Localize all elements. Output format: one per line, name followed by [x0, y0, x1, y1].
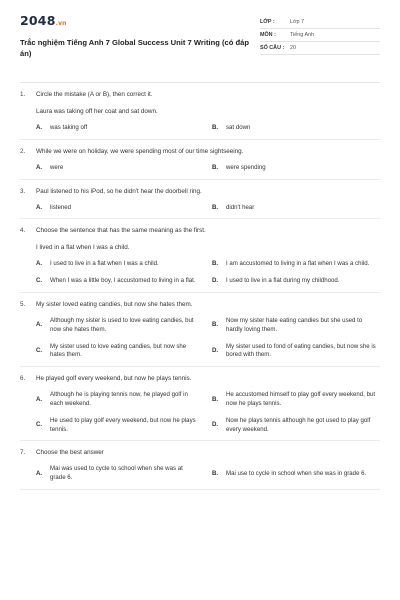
meta-value: Lớp 7 — [290, 19, 305, 25]
option-text: was taking off — [50, 124, 88, 131]
answer-option[interactable] — [212, 391, 380, 409]
answer-options — [20, 204, 380, 213]
meta-label: MÔN : — [260, 32, 276, 38]
answer-option[interactable] — [36, 343, 204, 361]
question-text: My sister loved eating candies, but now she hates them. — [36, 300, 193, 308]
option-text: I used to live in a flat when I was a child. — [50, 260, 159, 268]
meta-row-class — [260, 16, 380, 29]
answer-option[interactable] — [212, 277, 380, 286]
question-2 — [20, 140, 380, 180]
answer-option[interactable] — [36, 391, 204, 409]
option-letter: A. — [36, 203, 43, 211]
option-letter: C. — [36, 421, 43, 429]
question-header — [20, 147, 380, 156]
option-letter: A. — [36, 260, 43, 268]
option-letter: D. — [212, 277, 219, 285]
logo-tld: .vn — [55, 20, 67, 27]
option-letter: A. — [36, 163, 43, 171]
option-text: Mai use to cycle in school when she was in grade 6. — [226, 469, 367, 477]
option-letter: A. — [36, 124, 43, 131]
answer-options — [20, 124, 380, 133]
question-header — [20, 374, 380, 383]
question-prompt: Laura was taking off her coat and sat down. — [36, 108, 158, 115]
option-text: He used to play golf every weekend, but now he plays tennis. — [50, 416, 196, 433]
option-text: My sister used to love eating candies, but now she hates them. — [50, 342, 187, 359]
option-letter: A. — [36, 395, 43, 403]
question-number: 2. — [20, 147, 26, 155]
option-text: were — [50, 163, 64, 171]
option-text: Mai was used to cycle to school when she was at grade 6. — [50, 465, 183, 482]
question-text: Circle the mistake (A or B), then correct it. — [36, 91, 153, 98]
answer-option[interactable] — [212, 204, 380, 213]
logo-text: 2048 — [20, 13, 56, 28]
answer-option[interactable] — [36, 465, 204, 483]
answer-options — [20, 391, 380, 434]
option-letter: D. — [212, 421, 219, 429]
option-text: were spending — [226, 163, 266, 171]
answer-option[interactable] — [212, 260, 380, 269]
question-7 — [20, 441, 380, 490]
option-text: listened — [50, 203, 72, 211]
answer-option[interactable] — [36, 277, 204, 286]
option-letter: C. — [36, 277, 43, 285]
question-1 — [20, 83, 380, 140]
option-text: Although my sister is used to love eating candies, but now she hates them. — [50, 316, 194, 333]
document-title: Trắc nghiệm Tiếng Anh 7 Global Success Unit 7 Writing (có đáp án) — [20, 38, 249, 58]
option-letter: B. — [212, 395, 219, 403]
meta-row-subject — [260, 29, 380, 42]
question-text: Choose the best answer — [36, 449, 104, 457]
answer-options — [20, 260, 380, 286]
question-text: While we were on holiday, we were spending most of our time sightseeing. — [36, 147, 244, 155]
question-number: 6. — [20, 375, 26, 383]
option-text: didn't hear — [226, 203, 255, 211]
answer-option[interactable] — [212, 317, 380, 335]
meta-value: Tiếng Anh — [290, 32, 315, 38]
answer-option[interactable] — [36, 317, 204, 335]
answer-option[interactable] — [36, 204, 204, 213]
meta-table — [260, 16, 380, 55]
question-6 — [20, 367, 380, 441]
option-text: He accustomed himself to play golf every weekend, but now he plays tennis. — [226, 391, 376, 407]
option-text: Now my sister hate eating candies but she used to hardly loving them. — [226, 316, 363, 333]
question-header — [20, 300, 380, 309]
question-number: 3. — [20, 187, 26, 195]
option-letter: A. — [36, 321, 43, 329]
option-text: Now he plays tennis although he got used to play golf every weekend. — [226, 416, 371, 433]
question-header — [20, 187, 380, 196]
site-logo[interactable] — [20, 14, 260, 31]
option-text: When I was a little boy, I accustomed to living in a flat. — [50, 277, 196, 285]
question-5 — [20, 293, 380, 367]
question-header — [20, 448, 380, 457]
option-text: Although he is playing tennis now, he played golf in each weekend. — [50, 391, 188, 407]
meta-label: SỐ CÂU : — [260, 45, 285, 51]
answer-option[interactable] — [36, 124, 204, 133]
answer-option[interactable] — [212, 343, 380, 361]
answer-option[interactable] — [212, 124, 380, 133]
answer-option[interactable] — [36, 164, 204, 173]
option-letter: B. — [212, 260, 219, 268]
question-prompt: I lived in a flat when I was a child. — [36, 244, 130, 252]
option-letter: B. — [212, 203, 219, 211]
question-number: 7. — [20, 449, 26, 457]
question-number: 4. — [20, 227, 26, 235]
question-list — [20, 83, 380, 490]
meta-label: LỚP : — [260, 19, 275, 25]
option-text: sat down — [226, 124, 251, 131]
question-text: He played golf every weekend, but now he plays tennis. — [36, 375, 192, 383]
answer-option[interactable] — [36, 417, 204, 435]
header-left — [20, 14, 260, 59]
option-letter: D. — [212, 346, 219, 354]
question-header — [20, 90, 380, 99]
answer-options — [20, 317, 380, 360]
question-number: 5. — [20, 300, 26, 308]
option-letter: B. — [212, 321, 219, 329]
meta-value: 20 — [290, 45, 296, 51]
answer-options — [20, 164, 380, 173]
question-4 — [20, 219, 380, 293]
question-header — [20, 226, 380, 235]
meta-row-count — [260, 42, 380, 55]
option-text: I am accustomed to living in a flat when I was a child. — [226, 260, 370, 268]
answer-option[interactable] — [36, 260, 204, 269]
answer-option[interactable] — [212, 417, 380, 435]
question-text: Paul listened to his iPod, so he didn't hear the doorbell ring. — [36, 187, 202, 195]
answer-options — [20, 465, 380, 483]
option-letter: B. — [212, 163, 219, 171]
question-3 — [20, 180, 380, 220]
option-letter: B. — [212, 124, 219, 131]
question-number: 1. — [20, 91, 26, 98]
option-text: My sister used to fond of eating candies, but now she is bored with them. — [226, 342, 376, 359]
question-text: Choose the sentence that has the same meaning as the first. — [36, 227, 206, 235]
document-header — [20, 14, 380, 74]
option-letter: C. — [36, 346, 43, 354]
option-letter: B. — [212, 469, 219, 477]
option-letter: A. — [36, 469, 43, 477]
answer-option[interactable] — [212, 164, 380, 173]
answer-option[interactable] — [212, 465, 380, 483]
option-text: I used to live in a flat during my childhood. — [226, 277, 340, 285]
